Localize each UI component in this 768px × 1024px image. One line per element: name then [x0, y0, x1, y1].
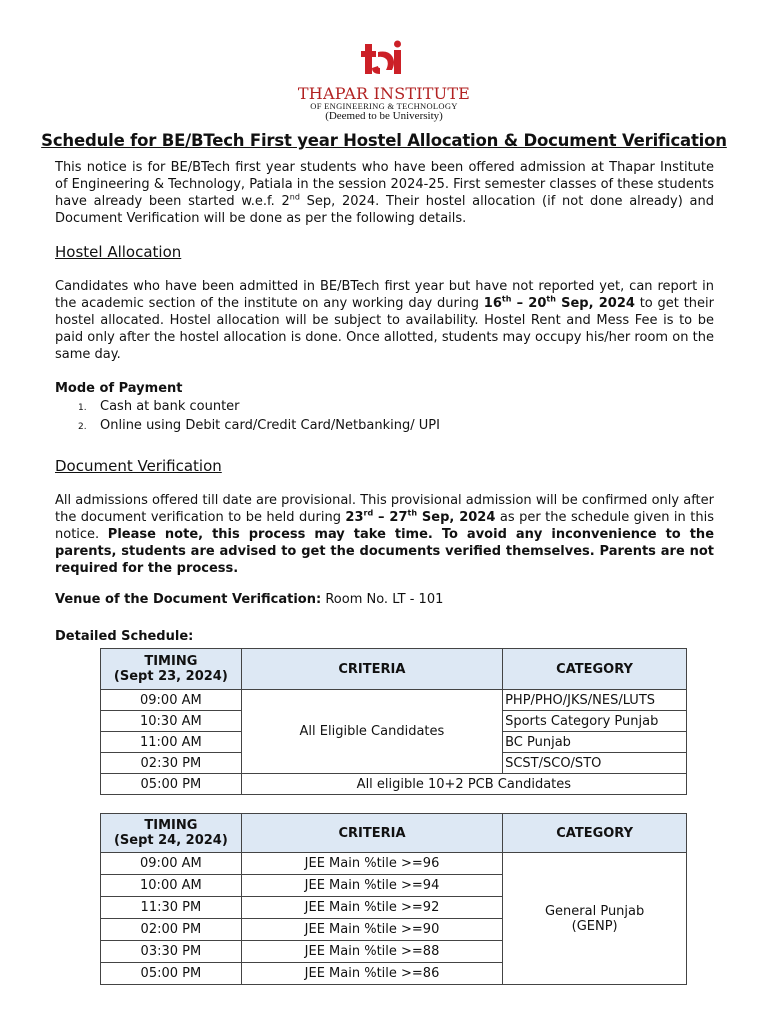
table-row: [101, 853, 687, 875]
ti-logo-icon: [361, 40, 407, 80]
intro-paragraph: This notice is for BE/BTech first year students who have been offered admission at Thapar Institute of Engineering & Technology, Patiala in the session 2024-25. First semester classes of these students have already been started w.e.f. 2nd Sep, 2024. Their hostel allocation (if not done already) and Document Verification will be done as per the following details.: [55, 160, 714, 226]
category-header: CATEGORY: [503, 649, 687, 690]
hostel-heading: Hostel Allocation: [55, 243, 182, 261]
table-row: [101, 774, 687, 795]
venue-line: Venue of the Document Verification: Room No. LT - 101: [55, 592, 444, 607]
schedule-table-sept23: [100, 648, 687, 795]
criteria-cell: JEE Main %tile >=88: [241, 941, 502, 963]
institute-subtitle: OF ENGINEERING & TECHNOLOGY: [310, 101, 458, 111]
schedule-label: Detailed Schedule:: [55, 629, 194, 644]
criteria-cell: JEE Main %tile >=96: [241, 853, 502, 875]
category-cell: BC Punjab: [503, 732, 687, 753]
docver-heading: Document Verification: [55, 457, 222, 475]
criteria-cell: JEE Main %tile >=90: [241, 919, 502, 941]
category-cell: PHP/PHO/JKS/NES/LUTS: [503, 690, 687, 711]
timing-header: TIMING (Sept 24, 2024): [101, 814, 242, 853]
category-cell: SCST/SCO/STO: [503, 753, 687, 774]
list-item: 1. Cash at bank counter: [78, 399, 240, 414]
docver-paragraph: All admissions offered till date are provisional. This provisional admission will be confirmed only after the document verification to be held during 23rd – 27th Sep, 2024 as per the schedule given in this notice. Please note, this process may take time. To avoid any inconvenience to the parents, students are advised to get the documents verified themselves. Parents are not required for the process.: [55, 493, 715, 576]
criteria-header: CRITERIA: [241, 649, 502, 690]
criteria-cell: All Eligible Candidates: [241, 690, 502, 774]
time-cell: 05:00 PM: [101, 774, 242, 795]
time-cell: 03:30 PM: [101, 941, 242, 963]
page-title: Schedule for BE/BTech First year Hostel Allocation & Document Verification: [41, 131, 727, 150]
category-cell: Sports Category Punjab: [503, 711, 687, 732]
time-cell: 02:30 PM: [101, 753, 242, 774]
time-cell: 11:00 AM: [101, 732, 242, 753]
time-cell: 05:00 PM: [101, 963, 242, 985]
time-cell: 11:30 PM: [101, 897, 242, 919]
timing-header: TIMING (Sept 23, 2024): [101, 649, 242, 690]
schedule-table-sept24: [100, 813, 687, 985]
time-cell: 09:00 AM: [101, 690, 242, 711]
table-header-row: [101, 814, 687, 853]
table-row: [101, 690, 687, 711]
list-item: 2. Online using Debit card/Credit Card/Netbanking/ UPI: [78, 418, 440, 433]
time-cell: 02:00 PM: [101, 919, 242, 941]
institute-name: THAPAR INSTITUTE: [297, 84, 471, 103]
institute-logo: [0, 40, 768, 80]
payment-mode-label: Mode of Payment: [55, 381, 183, 396]
payment-list: [78, 398, 440, 436]
criteria-cell: JEE Main %tile >=92: [241, 897, 502, 919]
criteria-header: CRITERIA: [241, 814, 502, 853]
criteria-cell: JEE Main %tile >=94: [241, 875, 502, 897]
merged-criteria-cell: All eligible 10+2 PCB Candidates: [241, 774, 686, 795]
criteria-cell: JEE Main %tile >=86: [241, 963, 502, 985]
hostel-paragraph: Candidates who have been admitted in BE/BTech first year but have not reported yet, can report in the academic section of the institute on any working day during 16th – 20th Sep, 2024 to get their hostel allocated. Hostel allocation will be subject to availability. Hostel Rent and Mess Fee is to be paid only after the hostel allocation is done. Once allotted, students may occupy his/her room on the same day.: [55, 279, 714, 362]
category-header: CATEGORY: [503, 814, 687, 853]
table-header-row: [101, 649, 687, 690]
time-cell: 10:30 AM: [101, 711, 242, 732]
time-cell: 10:00 AM: [101, 875, 242, 897]
institute-deemed: (Deemed to be University): [325, 110, 443, 122]
category-cell: General Punjab (GENP): [503, 853, 687, 985]
time-cell: 09:00 AM: [101, 853, 242, 875]
